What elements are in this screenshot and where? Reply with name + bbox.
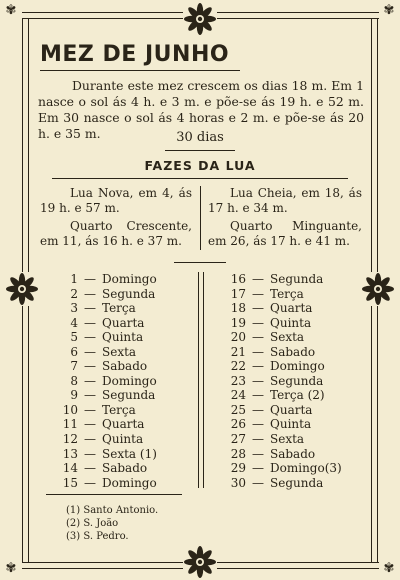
day-number: 12 bbox=[62, 432, 78, 447]
phases-divider bbox=[200, 186, 201, 250]
divider bbox=[165, 150, 235, 151]
phase-first-quarter bbox=[40, 219, 192, 248]
day-number: 18 bbox=[230, 301, 246, 316]
weekday-name: Sabado bbox=[270, 344, 316, 359]
weekday-name: Domingo bbox=[102, 373, 157, 388]
weekday-name: Quinta bbox=[102, 330, 144, 345]
day-number: 19 bbox=[230, 315, 246, 330]
day-row bbox=[224, 316, 342, 331]
weekday-name: Terça bbox=[102, 301, 136, 316]
phase-first-quarter-text: Quarto Crescente, em 11, ás 16 h. e 37 m. bbox=[40, 219, 192, 248]
day-row bbox=[224, 417, 342, 432]
day-number: 21 bbox=[230, 344, 246, 359]
day-dash: — bbox=[84, 330, 96, 345]
title-underline bbox=[40, 70, 240, 71]
weekday-name: Quarta bbox=[270, 301, 313, 316]
day-row bbox=[224, 447, 342, 462]
day-row bbox=[224, 272, 342, 287]
weekday-name: Segunda bbox=[270, 373, 324, 388]
intro-paragraph: Durante este mez crescem os dias 18 m. Em 1 nasce o sol ás 4 h. e 3 m. e põe-se ás 19 h. e 52 m. Em 30 nasce o sol ás 4 horas e 2 m. e põe-se ás 20 h. e 35 m. bbox=[38, 78, 364, 141]
day-number: 10 bbox=[62, 402, 78, 417]
flower-ornament-icon bbox=[361, 272, 395, 306]
day-number: 15 bbox=[62, 475, 78, 490]
day-dash: — bbox=[252, 475, 264, 490]
weekday-name: Segunda bbox=[102, 388, 156, 403]
days-count: 30 dias bbox=[176, 130, 224, 145]
corner-fleuron-icon: ✾ bbox=[5, 3, 17, 18]
day-number: 3 bbox=[70, 301, 78, 316]
weekday-name: Sexta (1) bbox=[102, 446, 157, 461]
day-number: 27 bbox=[230, 432, 246, 447]
weekday-name: Quarta bbox=[102, 315, 145, 330]
day-number: 24 bbox=[230, 388, 246, 403]
day-dash: — bbox=[252, 315, 264, 330]
weekday-name: Terça bbox=[270, 286, 304, 301]
day-dash: — bbox=[252, 330, 264, 345]
days-column-divider bbox=[198, 272, 199, 488]
day-dash: — bbox=[84, 373, 96, 388]
corner-fleuron-icon: ✾ bbox=[383, 561, 395, 576]
weekday-name: Quinta bbox=[102, 432, 144, 447]
day-dash: — bbox=[252, 286, 264, 301]
day-row bbox=[56, 359, 157, 374]
day-dash: — bbox=[252, 446, 264, 461]
weekday-name: Terça bbox=[102, 402, 136, 417]
day-dash: — bbox=[252, 432, 264, 447]
day-dash: — bbox=[252, 373, 264, 388]
day-dash: — bbox=[252, 388, 264, 403]
day-number: 17 bbox=[230, 286, 246, 301]
phases-underline bbox=[52, 178, 348, 179]
phase-full-moon-text: Lua Cheia, em 18, ás 17 h. e 34 m. bbox=[208, 186, 362, 215]
day-number: 8 bbox=[70, 373, 78, 388]
footnote: (1) Santo Antonio. bbox=[66, 505, 159, 516]
weekday-name: Quarta bbox=[102, 417, 145, 432]
day-dash: — bbox=[84, 417, 96, 432]
flower-ornament-icon bbox=[183, 2, 217, 36]
weekday-name: Sexta bbox=[102, 344, 137, 359]
day-dash: — bbox=[252, 272, 264, 286]
day-dash: — bbox=[252, 301, 264, 316]
phase-full-moon bbox=[208, 186, 362, 215]
day-number: 22 bbox=[230, 359, 246, 374]
day-row bbox=[56, 272, 157, 287]
corner-fleuron-icon: ✾ bbox=[5, 561, 17, 576]
day-row bbox=[56, 330, 157, 345]
weekday-name: Sabado bbox=[270, 446, 316, 461]
day-number: 4 bbox=[70, 315, 78, 330]
weekday-name: Domingo bbox=[270, 359, 325, 374]
day-row bbox=[56, 345, 157, 360]
day-dash: — bbox=[252, 461, 264, 476]
day-number: 16 bbox=[230, 272, 246, 286]
day-number: 9 bbox=[70, 388, 78, 403]
days-column-left bbox=[56, 272, 157, 490]
phase-last-quarter-text: Quarto Minguante, em 26, ás 17 h. e 41 m. bbox=[208, 219, 362, 248]
day-row bbox=[224, 330, 342, 345]
day-number: 28 bbox=[230, 446, 246, 461]
day-number: 23 bbox=[230, 373, 246, 388]
day-dash: — bbox=[252, 359, 264, 374]
day-dash: — bbox=[84, 286, 96, 301]
day-row bbox=[224, 345, 342, 360]
day-row bbox=[224, 359, 342, 374]
weekday-name: Quinta bbox=[270, 315, 312, 330]
days-column-divider bbox=[203, 272, 204, 488]
day-number: 6 bbox=[70, 344, 78, 359]
weekday-name: Quarta bbox=[270, 402, 313, 417]
day-number: 26 bbox=[230, 417, 246, 432]
day-dash: — bbox=[84, 359, 96, 374]
phases-heading: FAZES DA LUA bbox=[144, 158, 256, 173]
day-dash: — bbox=[84, 446, 96, 461]
day-row bbox=[224, 476, 342, 491]
day-row bbox=[56, 476, 157, 491]
day-row bbox=[224, 432, 342, 447]
day-dash: — bbox=[252, 402, 264, 417]
days-column-right bbox=[224, 272, 342, 490]
day-row bbox=[224, 403, 342, 418]
corner-fleuron-icon: ✾ bbox=[383, 3, 395, 18]
day-row bbox=[56, 417, 157, 432]
day-dash: — bbox=[84, 315, 96, 330]
footnote: (3) S. Pedro. bbox=[66, 531, 129, 542]
phase-last-quarter bbox=[208, 219, 362, 248]
weekday-name: Domingo(3) bbox=[270, 461, 342, 476]
day-number: 1 bbox=[70, 272, 78, 286]
day-row bbox=[224, 287, 342, 302]
phase-new-moon-text: Lua Nova, em 4, ás 19 h. e 57 m. bbox=[40, 186, 192, 215]
day-number: 14 bbox=[62, 461, 78, 476]
day-dash: — bbox=[84, 272, 96, 286]
day-dash: — bbox=[252, 417, 264, 432]
day-number: 29 bbox=[230, 461, 246, 476]
day-row bbox=[56, 287, 157, 302]
divider bbox=[174, 262, 226, 263]
day-dash: — bbox=[84, 461, 96, 476]
footnote-rule bbox=[46, 494, 182, 495]
day-number: 7 bbox=[70, 359, 78, 374]
weekday-name: Domingo bbox=[102, 272, 157, 286]
day-row bbox=[56, 447, 157, 462]
day-number: 13 bbox=[62, 446, 78, 461]
weekday-name: Quinta bbox=[270, 417, 312, 432]
day-dash: — bbox=[252, 344, 264, 359]
day-row bbox=[224, 461, 342, 476]
footnote: (2) S. João bbox=[66, 518, 119, 529]
day-row bbox=[56, 388, 157, 403]
day-row bbox=[56, 461, 157, 476]
day-number: 25 bbox=[230, 402, 246, 417]
phase-new-moon bbox=[40, 186, 192, 215]
weekday-name: Sabado bbox=[102, 461, 148, 476]
day-number: 11 bbox=[62, 417, 78, 432]
flower-ornament-icon bbox=[5, 272, 39, 306]
weekday-name: Segunda bbox=[102, 286, 156, 301]
weekday-name: Sabado bbox=[102, 359, 148, 374]
day-dash: — bbox=[84, 402, 96, 417]
weekday-name: Domingo bbox=[102, 475, 157, 490]
day-number: 20 bbox=[230, 330, 246, 345]
footnotes bbox=[66, 504, 158, 543]
weekday-name: Terça (2) bbox=[270, 388, 325, 403]
weekday-name: Sexta bbox=[270, 432, 305, 447]
day-dash: — bbox=[84, 344, 96, 359]
day-number: 2 bbox=[70, 286, 78, 301]
day-row bbox=[224, 374, 342, 389]
day-row bbox=[56, 403, 157, 418]
day-row bbox=[224, 388, 342, 403]
day-dash: — bbox=[84, 388, 96, 403]
day-dash: — bbox=[84, 475, 96, 490]
day-dash: — bbox=[84, 301, 96, 316]
day-dash: — bbox=[84, 432, 96, 447]
month-title: MEZ DE JUNHO bbox=[40, 42, 230, 67]
weekday-name: Segunda bbox=[270, 475, 324, 490]
day-row bbox=[224, 301, 342, 316]
day-row bbox=[56, 374, 157, 389]
day-row bbox=[56, 432, 157, 447]
flower-ornament-icon bbox=[183, 545, 217, 579]
weekday-name: Segunda bbox=[270, 272, 324, 286]
day-row bbox=[56, 316, 157, 331]
weekday-name: Sexta bbox=[270, 330, 305, 345]
day-number: 5 bbox=[70, 330, 78, 345]
day-number: 30 bbox=[230, 475, 246, 490]
day-row bbox=[56, 301, 157, 316]
